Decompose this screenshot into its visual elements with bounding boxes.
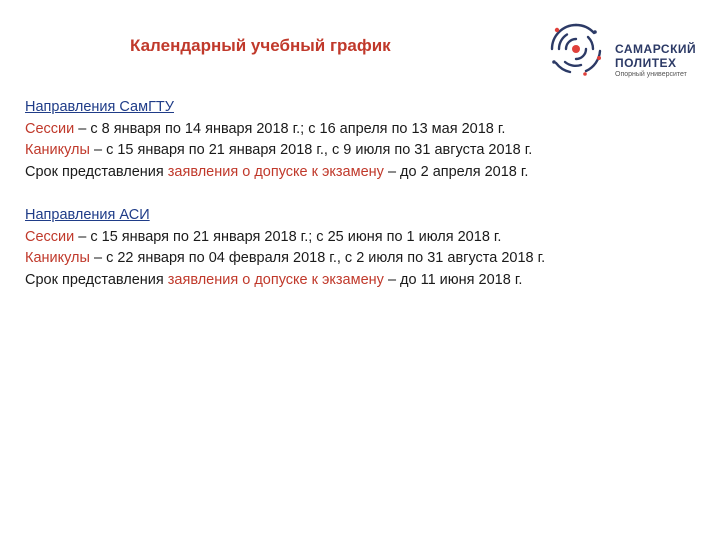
deadline-prefix: Срок представления	[25, 271, 168, 288]
logo-text-line1: САМАРСКИЙ	[615, 42, 697, 56]
section-heading: Направления АСИ	[25, 207, 150, 223]
deadline-highlight: заявления о допуске к экзамену	[167, 163, 384, 180]
deadline-suffix: – до 2 апреля 2018 г.	[383, 163, 529, 180]
logo-emblem-icon	[545, 18, 609, 80]
section-asi	[25, 205, 705, 291]
sessions-dates: – с 15 января по 21 января 2018 г.; с 25 июня по 1 июля 2018 г.	[74, 228, 502, 245]
sessions-label: Сессии	[25, 120, 75, 137]
deadline-line	[25, 270, 705, 292]
schedule-content	[25, 97, 705, 291]
section-samgtu	[25, 97, 705, 183]
holidays-line	[25, 248, 705, 270]
sessions-line	[25, 227, 705, 249]
logo-text-line2: ПОЛИТЕХ	[615, 56, 677, 70]
section-heading: Направления СамГТУ	[25, 99, 174, 115]
holidays-line	[25, 140, 705, 162]
logo-subtitle: Опорный университет	[615, 71, 687, 78]
page-title: Календарный учебный график	[130, 36, 391, 55]
sessions-line	[25, 119, 705, 141]
deadline-highlight: заявления о допуске к экзамену	[167, 271, 384, 288]
deadline-line	[25, 162, 705, 184]
deadline-suffix: – до 11 июня 2018 г.	[383, 271, 523, 288]
holidays-dates: – с 15 января по 21 января 2018 г., с 9 июля по 31 августа 2018 г.	[89, 142, 533, 158]
holidays-dates: – с 22 января по 04 февраля 2018 г., с 2 июля по 31 августа 2018 г.	[89, 250, 546, 266]
holidays-label: Каникулы	[25, 142, 90, 158]
university-logo	[545, 18, 705, 80]
deadline-prefix: Срок представления	[25, 163, 168, 180]
sessions-dates: – с 8 января по 14 января 2018 г.; с 16 апреля по 13 мая 2018 г.	[74, 120, 506, 137]
sessions-label: Сессии	[25, 228, 75, 245]
holidays-label: Каникулы	[25, 250, 90, 266]
